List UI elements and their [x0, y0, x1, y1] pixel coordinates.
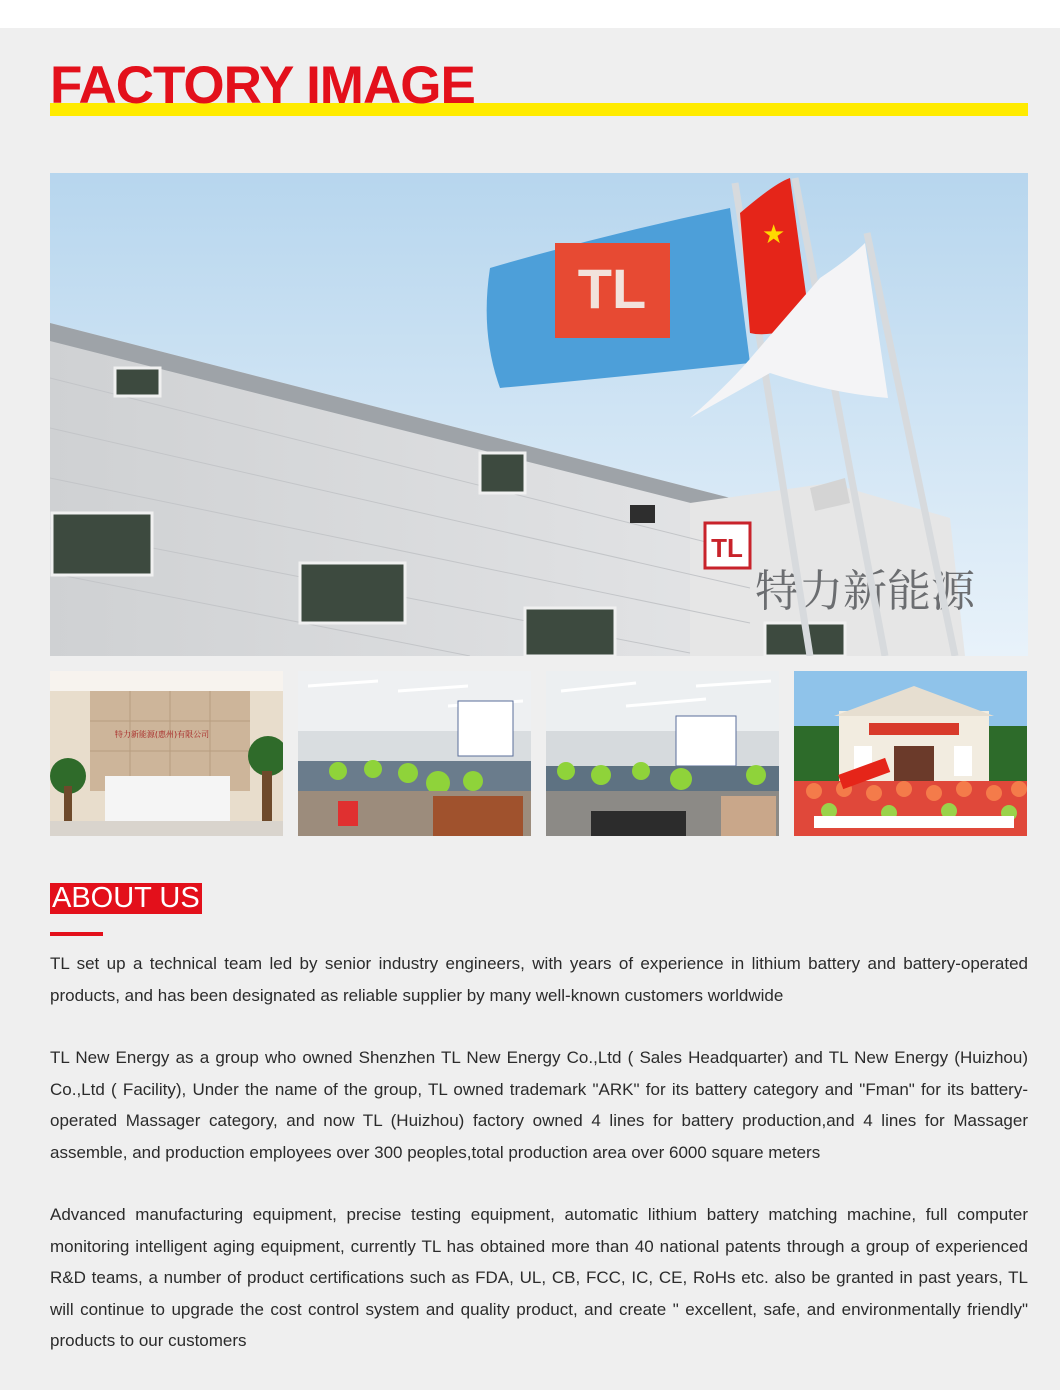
about-us-underline — [50, 932, 103, 936]
thumbnail-production-line-2 — [546, 671, 779, 836]
page — [0, 28, 1060, 1390]
production-line-illustration — [298, 671, 531, 836]
flag-logo-text: TL — [577, 257, 647, 320]
factory-building-illustration — [50, 173, 1028, 656]
thumbnail-production-line-1 — [298, 671, 531, 836]
about-paragraph-2: TL New Energy as a group who owned Shenzhen TL New Energy Co.,Ltd ( Sales Headquarter) and TL New Energy (Huizhou) Co.,Ltd ( Facility), Under the name of the group, TL owned trademark "ARK" for its battery category and "Fman" for its battery-operated Massager category, and now TL (Huizhou) factory owned 4 lines for battery production,and 4 lines for Massager assemble, and production employees over 300 peoples,total production area over 6000 square meters — [50, 1048, 1028, 1162]
thumbnail-reception — [50, 671, 283, 836]
section-header-factory — [50, 56, 1028, 116]
team-photo-illustration — [794, 671, 1027, 836]
factory-hero-image — [50, 173, 1028, 656]
svg-text:★: ★ — [762, 220, 786, 250]
about-paragraph-1: TL set up a technical team led by senior industry engineers, with years of experience in lithium battery and battery-operated products, and has been designated as reliable supplier by many well-known customers worldwide — [50, 954, 1028, 1005]
page-title: FACTORY IMAGE — [50, 56, 475, 115]
thumbnail-team-photo — [794, 671, 1027, 836]
about-paragraph-3: Advanced manufacturing equipment, precise testing equipment, automatic lithium battery matching machine, full computer monitoring intelligent aging equipment, currently TL has obtained more than 40 national patents through a group of experienced R&D teams, a number of product certifications such as FDA, UL, CB, FCC, IC, CE, RoHs etc. also be granted in past years, TL will continue to upgrade the cost control system and quality product, and create " excellent, safe, and environmentally friendly" products to our customers — [50, 1205, 1028, 1350]
about-us-heading: ABOUT US — [52, 882, 200, 914]
sign-chinese-text: 特力新能源 — [755, 566, 975, 617]
reception-illustration — [50, 671, 283, 836]
reception-sign-text: 特力新能源(惠州)有限公司 — [114, 730, 210, 739]
sign-logo-text: TL — [711, 533, 743, 563]
production-line-illustration-2 — [546, 671, 779, 836]
